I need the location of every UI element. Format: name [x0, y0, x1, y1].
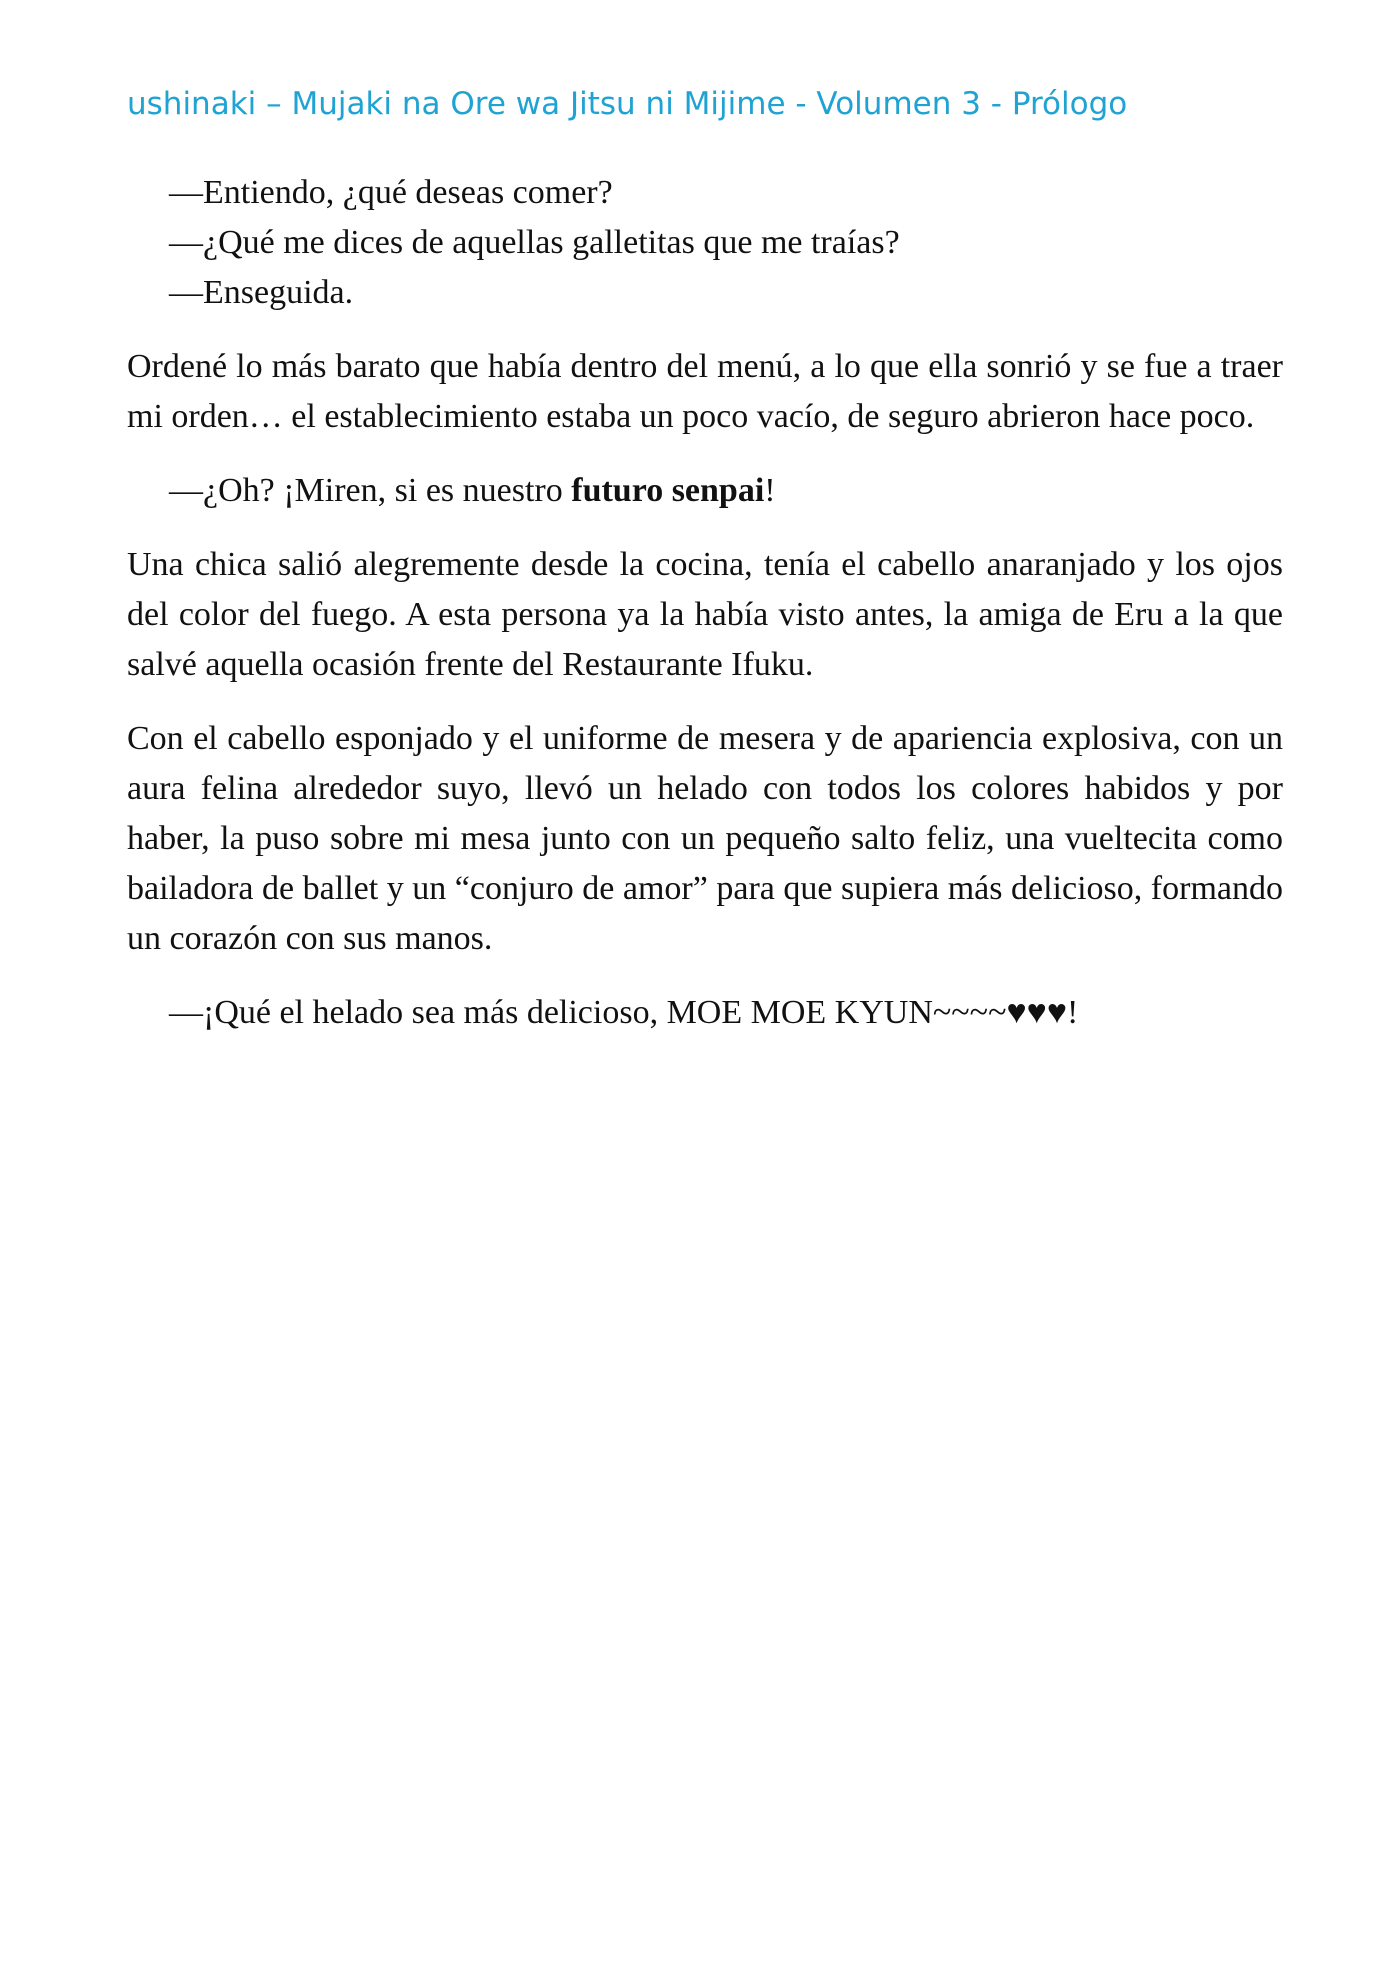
paragraph: Ordené lo más barato que había dentro del menú, a lo que ella sonrió y se fue a traer mi orden… el establecimiento estaba un poco vacío, de seguro abrieron hace poco. [127, 348, 1283, 435]
hearts-text: ♥♥♥ [1006, 994, 1068, 1031]
dialog-text: —¿Oh? ¡Miren, si es nuestro [169, 472, 572, 509]
dialog-group [127, 168, 1283, 318]
dialog-text: —¡Qué el helado sea más delicioso, MOE MOE KYUN~~~~ [169, 994, 1007, 1031]
dialog-line: —Entiendo, ¿qué deseas comer? [169, 174, 613, 211]
dialog-text: ! [764, 472, 776, 509]
bold-text: futuro senpai [571, 472, 765, 509]
dialog-line [127, 988, 1283, 1038]
dialog-line: —Enseguida. [169, 274, 354, 311]
paragraph: Con el cabello esponjado y el uniforme de mesera y de apariencia explosiva, con un aura felina alrededor suyo, llevó un helado con todos los colores habidos y por haber, la puso sobre mi mesa junto con un pequeño salto feliz, una vueltecita como bailadora de ballet y un “conjuro de amor” para que supiera más delicioso, formando un corazón con sus manos. [127, 720, 1283, 957]
document-body [127, 168, 1283, 1062]
page-header-title: ushinaki – Mujaki na Ore wa Jitsu ni Mijime - Volumen 3 - Prólogo [127, 86, 1128, 122]
dialog-line: —¿Qué me dices de aquellas galletitas que me traías? [169, 224, 900, 261]
paragraph: Una chica salió alegremente desde la cocina, tenía el cabello anaranjado y los ojos del color del fuego. A esta persona ya la había visto antes, la amiga de Eru a la que salvé aquella ocasión frente del Restaurante Ifuku. [127, 546, 1283, 683]
dialog-line [127, 466, 1283, 516]
dialog-text: ! [1067, 994, 1079, 1031]
